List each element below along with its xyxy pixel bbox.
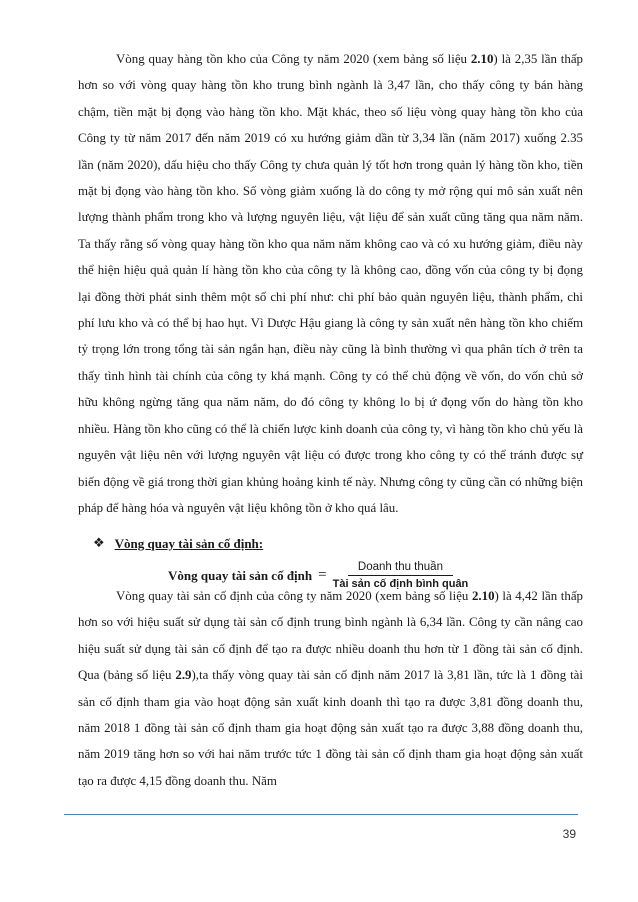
footer-divider [64,814,578,815]
table-reference: 2.9 [175,668,192,683]
paragraph-text-rest: ),ta thấy vòng quay tài sản cố định năm 2017 là 3,81 lần, tức là 1 đồng tài sản cố định tham gia vào hoạt động sản xuất kinh doanh thì tạo ra được 3,81 đồng doanh thu, năm 2018 1 đồng tài sản cố định tham gia hoạt động sản xuất tạo ra được 3,88 đồng doanh thu, năm 2019 tăng hơn so với hai năm trước tức 1 đồng tài sản cố định tham gia hoạt động sản xuất tạo ra được 4,15 đồng doanh thu. Năm [78,668,583,788]
table-reference: 2.10 [470,52,494,66]
paragraph-text [78,583,583,794]
formula-numerator: Doanh thu thuần [348,561,453,576]
paragraph-text-start: Vòng quay tài sản cố định của công ty năm 2020 (xem bảng số liệu [116,589,472,603]
formula-lhs: Vòng quay tài sản cố định [168,567,313,583]
section-heading-label: Vòng quay tài sản cố định: [114,536,264,551]
paragraph-text-rest: ) là 2,35 lần thấp hơn so với vòng quay hàng tồn kho trung bình ngành là 3,47 lần, cho thấy công ty bán hàng chậm, tiền mặt bị đọng vào hàng tồn kho. Mặt khác, theo số liệu vòng quay hàng tồn kho của Công ty từ năm 2017 đến năm 2019 có xu hướng giảm dần từ 3,34 lần (năm 2017) xuống 2.35 lần (năm 2020), dấu hiệu cho thấy Công ty chưa quản lý tốt hơn trong quản lý hàng tồn kho, tiền mặt bị đọng vào hàng tồn kho. Số vòng giảm xuống là do công ty mở rộng qui mô sản xuất nên lượng thành phẩm trong kho và lượng nguyên liệu, vật liệu để sản xuất cũng tăng qua năm năm. Ta thấy rằng số vòng quay hàng tồn kho qua năm năm không cao và có xu hướng giảm, điều này thể hiện hiệu quả quản lí hàng tồn kho của công ty là không cao, đồng vốn của công ty bị đọng lại đồng thời phát sinh thêm một số chi phí như: chi phí bảo quản nguyên liệu, thành phẩm, chi phí lưu kho và có thể bị hao hụt. Vì Dược Hậu giang là công ty sản xuất nên hàng tồn kho chiếm tỷ trọng lớn trong tổng tài sản ngắn hạn, điều này cũng là bình thường vì qua phân tích ở trên ta thấy tình hình tài chính của công ty khá mạnh. Công ty có thể chủ động về vốn, do vốn chủ sở hữu không ngừng tăng qua năm năm, do đó công ty không lo bị ứ đọng vốn do hàng tồn kho nhiều. Hàng tồn kho cũng có thể là chiến lược kinh doanh của công ty, vì hàng tồn kho chủ yếu là nguyên vật liệu nên với lượng nguyên vật liệu có được trong kho công ty có thể tránh được sự biến động về giá trong thời gian khủng hoảng kinh tế này. Nhưng công ty cũng cần có những biện pháp để hàng hóa và nguyên vật liệu không tồn ở kho quá lâu. [78,52,583,515]
page-number: 39 [562,827,576,841]
paragraph-text-middle: ) là 4,42 lần thấp hơn so với hiệu suất sử dụng tài sản cố định trung bình ngành là 6,34 lần. Công ty cần nâng cao hiệu suất sử dụng tài sản cố định để tạo ra được nhiều doanh thu hơn từ 1 đồng tài sản cố định. Qua (bảng số liệu [78,589,583,683]
formula-equals: = [318,567,327,583]
paragraph-text [78,46,583,521]
section-heading [93,531,263,557]
paragraph-inventory-turnover [78,46,583,521]
paragraph-fixed-asset-turnover [78,583,583,794]
formula-denominator: Tài sản cố định bình quân [332,578,469,590]
table-reference: 2.10 [471,589,495,603]
diamond-bullet-icon: ❖ [93,536,105,551]
paragraph-text-start: Vòng quay hàng tồn kho của Công ty năm 2020 (xem bảng số liệu [116,52,471,66]
